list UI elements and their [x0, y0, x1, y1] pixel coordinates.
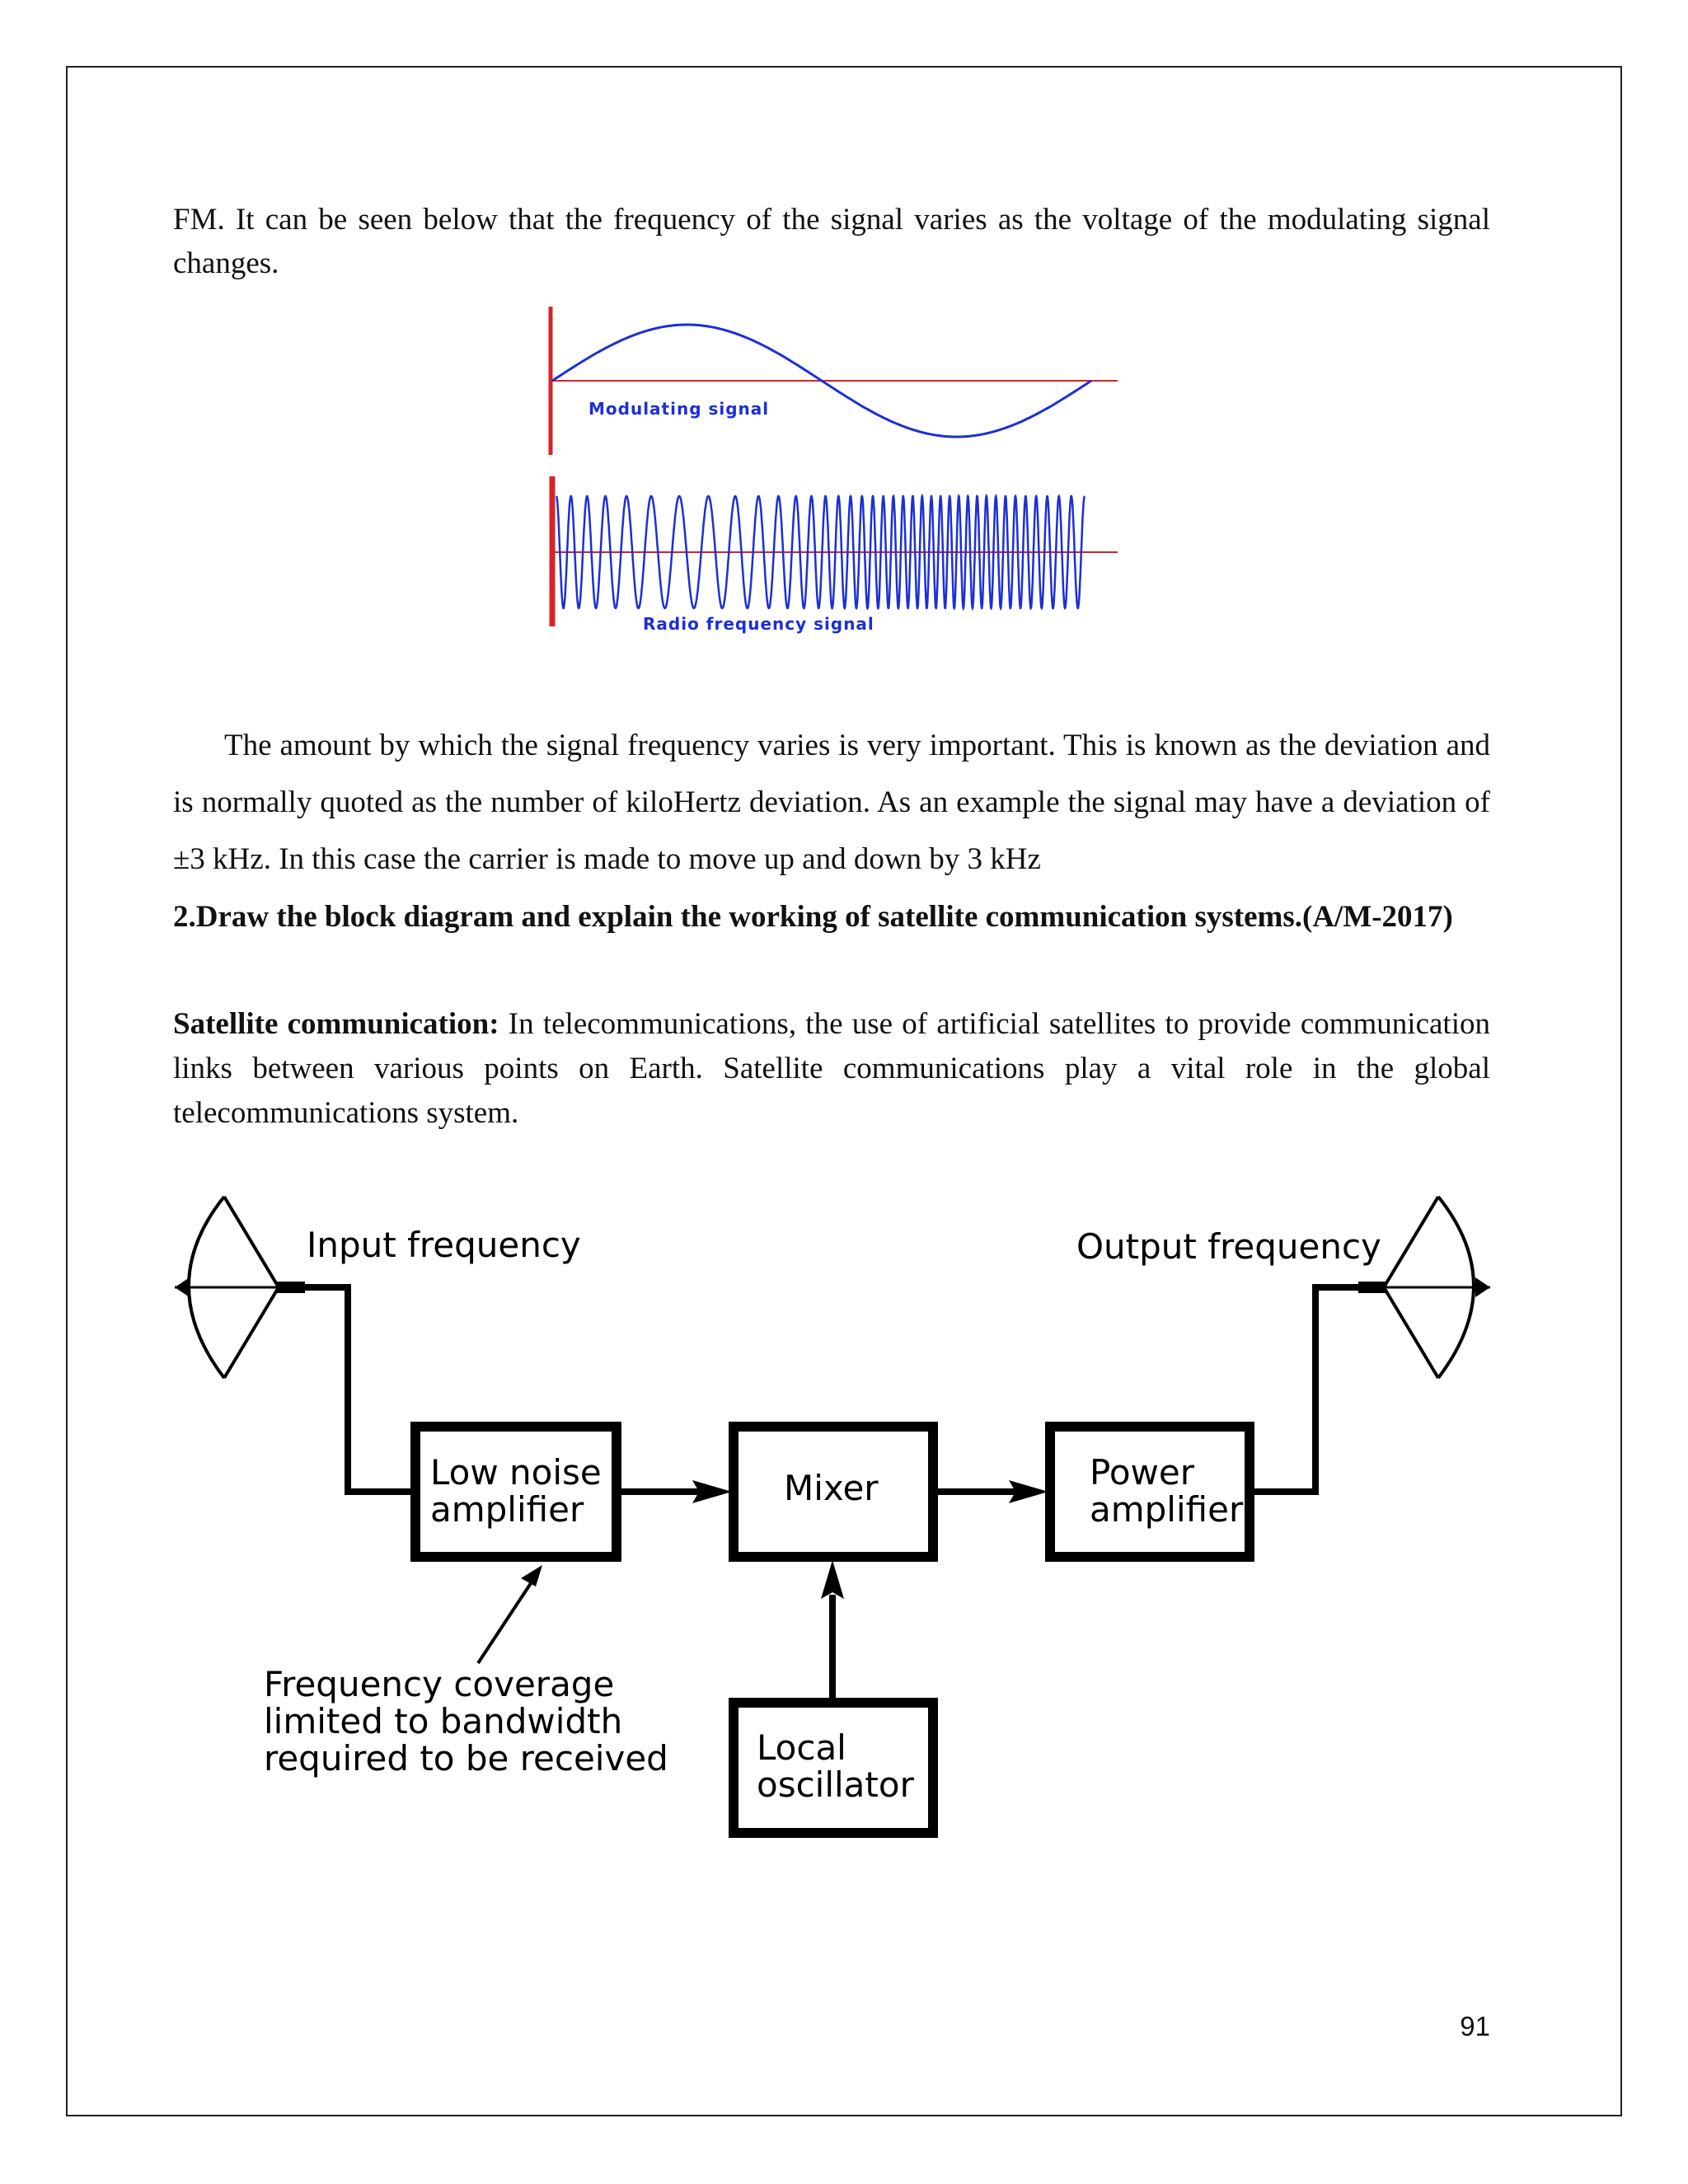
pa-label-line2: amplifier	[1090, 1489, 1244, 1530]
satellite-body: In telecommunications, the use of artificial satellites to provide communication links between various points on Earth. Satellite communications play a vital role in the global telecommunications system.	[173, 1007, 1490, 1130]
pa-label-line1: Power	[1090, 1452, 1194, 1493]
annotation-pointer-arrowhead	[521, 1565, 542, 1586]
question-heading: 2.Draw the block diagram and explain the working of satellite communication systems.(A/M-2017)	[173, 900, 1453, 934]
coverage-note-line2: limited to bandwidth	[264, 1701, 623, 1741]
lna-label-line1: Low noise	[430, 1452, 602, 1493]
output-dish-antenna-icon	[1358, 1197, 1490, 1378]
input-dish-antenna-icon	[175, 1197, 305, 1378]
output-feed-line	[1250, 1287, 1358, 1492]
intro-paragraph: FM. It can be seen below that the frequency of the signal varies as the voltage of the modulating signal changes.	[173, 203, 1490, 280]
satellite-term: Satellite communication:	[173, 1007, 499, 1041]
coverage-note-line3: required to be received	[264, 1738, 668, 1779]
page-number: 91	[1460, 2011, 1490, 2041]
input-frequency-label: Input frequency	[307, 1225, 581, 1265]
lo-label-line2: oscillator	[757, 1765, 914, 1805]
output-frequency-label: Output frequency	[1076, 1226, 1381, 1267]
lna-label-line2: amplifier	[430, 1489, 584, 1530]
deviation-paragraph: The amount by which the signal frequency varies is very important. This is known as the deviation and is normally quoted as the number of kiloHertz deviation. As an example the signal may have a deviation of ±3 kHz. In this case the carrier is made to move up and down by 3 kHz	[173, 729, 1490, 876]
rf-signal-label: Radio frequency signal	[643, 614, 874, 634]
mixer-label: Mixer	[784, 1468, 879, 1508]
input-feed-line	[305, 1287, 415, 1492]
annotation-pointer-line	[478, 1578, 534, 1663]
lo-label-line1: Local	[757, 1727, 846, 1768]
lo-to-mixer-arrowhead	[821, 1560, 844, 1599]
coverage-note-line1: Frequency coverage	[264, 1664, 615, 1704]
modulating-signal-label: Modulating signal	[588, 399, 770, 419]
